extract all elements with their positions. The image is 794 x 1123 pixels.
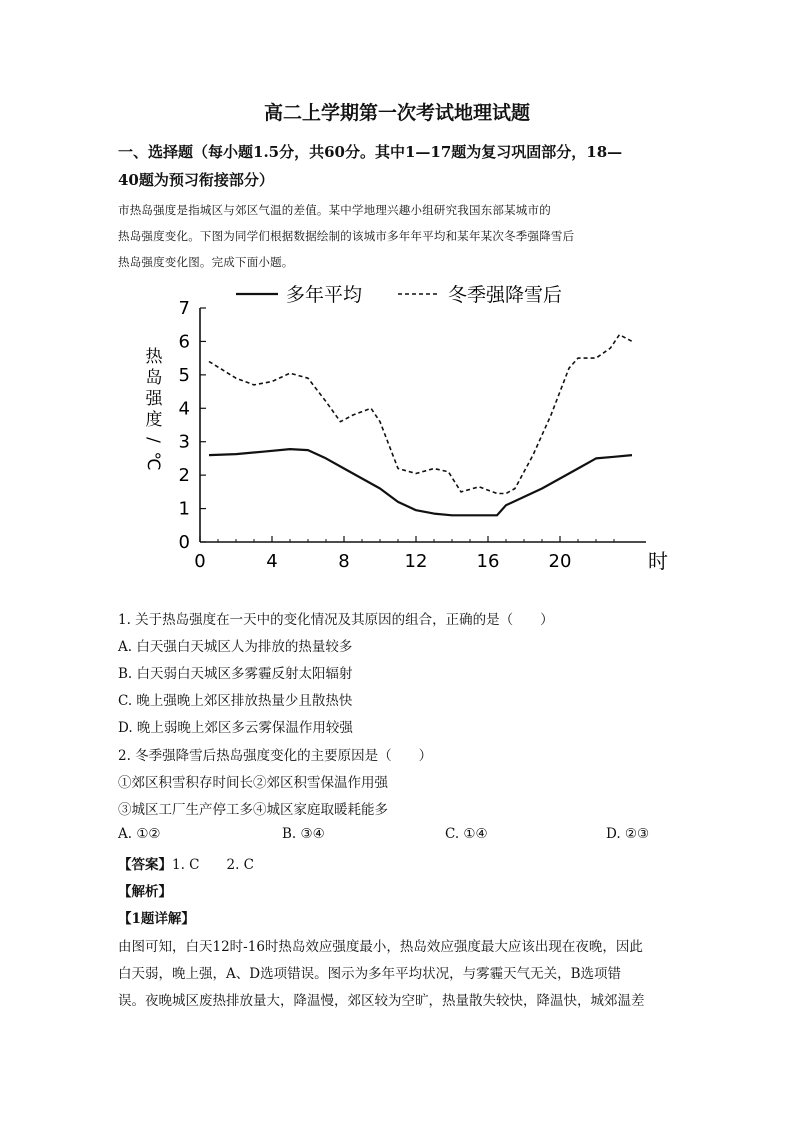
section-heading-line2: 40题为预习衔接部分） <box>118 171 274 189</box>
q2-option-c: C. ①④ <box>445 826 488 842</box>
x-tick-label: 12 <box>404 551 428 572</box>
detail-label: 【1题详解】 <box>118 911 195 927</box>
x-tick-label: 8 <box>338 551 350 572</box>
x-tick-label: 4 <box>266 551 278 572</box>
y-tick-label: 3 <box>178 431 190 453</box>
passage-line-1: 市热岛强度是指城区与郊区气温的差值。某中学地理兴趣小组研究我国东部某城市的 <box>118 203 551 217</box>
legend-label-dashed: 冬季强降雪后 <box>448 284 563 306</box>
y-axis-label-char: ℃ <box>143 451 163 471</box>
y-tick-label: 5 <box>178 364 190 386</box>
series-line-1 <box>209 449 632 515</box>
passage-line-2: 热岛强度变化。下图为同学们根据数据绘制的该城市多年年平均和某年某次冬季强降雪后 <box>118 229 575 243</box>
series-line-2 <box>209 335 632 494</box>
q1-stem: 1. 关于热岛强度在一天中的变化情况及其原因的组合，正确的是（ ） <box>118 612 554 628</box>
q2-option-b: B. ③④ <box>282 826 325 842</box>
answer-line <box>118 853 254 873</box>
q1-option-d: D. 晚上弱晚上郊区多云雾保温作用较强 <box>118 720 353 736</box>
passage-line-3: 热岛强度变化图。完成下面小题。 <box>118 255 294 269</box>
y-axis-label-char: / <box>143 437 163 443</box>
y-axis-label-char: 岛 <box>145 368 163 388</box>
answer-text: 1. C 2. C <box>172 857 255 873</box>
y-tick-label: 7 <box>178 298 190 319</box>
explanation-line-1: 由图可知，白天12时-16时热岛效应强度最小，热岛效应强度最大应该出现在夜晚，因此 <box>118 939 643 955</box>
q2-option-a: A. ①② <box>118 826 161 842</box>
q2-option-d: D. ②③ <box>606 826 650 842</box>
explanation-line-3: 误。夜晚城区废热排放量大，降温慢，郊区较为空旷，热量散失较快，降温快，城郊温差 <box>118 993 645 1009</box>
x-tick-label: 16 <box>476 551 500 572</box>
section-heading-line1: 一、选择题（每小题1.5分，共60分。其中1—17题为复习巩固部分，18— <box>118 143 623 161</box>
y-tick-label: 6 <box>178 331 190 353</box>
q1-option-b: B. 白天弱白天城区多雾霾反射太阳辐射 <box>118 666 353 682</box>
legend-label-solid: 多年平均 <box>286 284 363 306</box>
y-axis-label-char: 热 <box>145 347 163 367</box>
q2-statements-line2: ③城区工厂生产停工多④城区家庭取暖耗能多 <box>118 802 388 818</box>
y-tick-label: 1 <box>178 498 190 520</box>
explanation-line-2: 白天弱，晚上强，A、D选项错误。图示为多年平均状况，与雾霾天气无关，B选项错 <box>118 966 621 982</box>
q2-statements-line1: ①郊区积雪积存时间长②郊区积雪保温作用强 <box>118 775 388 791</box>
y-tick-label: 2 <box>178 465 190 487</box>
y-axis-label-char: 强 <box>145 389 163 409</box>
y-tick-label: 0 <box>178 532 190 553</box>
y-axis-label-char: 度 <box>145 410 163 430</box>
heat-island-chart <box>140 282 680 582</box>
q1-option-c: C. 晚上强晚上郊区排放热量少且散热快 <box>118 693 353 709</box>
answer-label: 【答案】 <box>118 857 172 873</box>
y-tick-label: 4 <box>178 398 190 420</box>
x-tick-label: 20 <box>548 551 572 572</box>
q2-stem: 2. 冬季强降雪后热岛强度变化的主要原因是（ ） <box>118 748 433 764</box>
x-axis-label: 时 <box>648 549 668 573</box>
q1-option-a: A. 白天强白天城区人为排放的热量较多 <box>118 639 353 655</box>
page-title: 高二上学期第一次考试地理试题 <box>263 102 530 124</box>
x-tick-label: 0 <box>194 551 206 572</box>
analysis-label: 【解析】 <box>118 884 172 900</box>
